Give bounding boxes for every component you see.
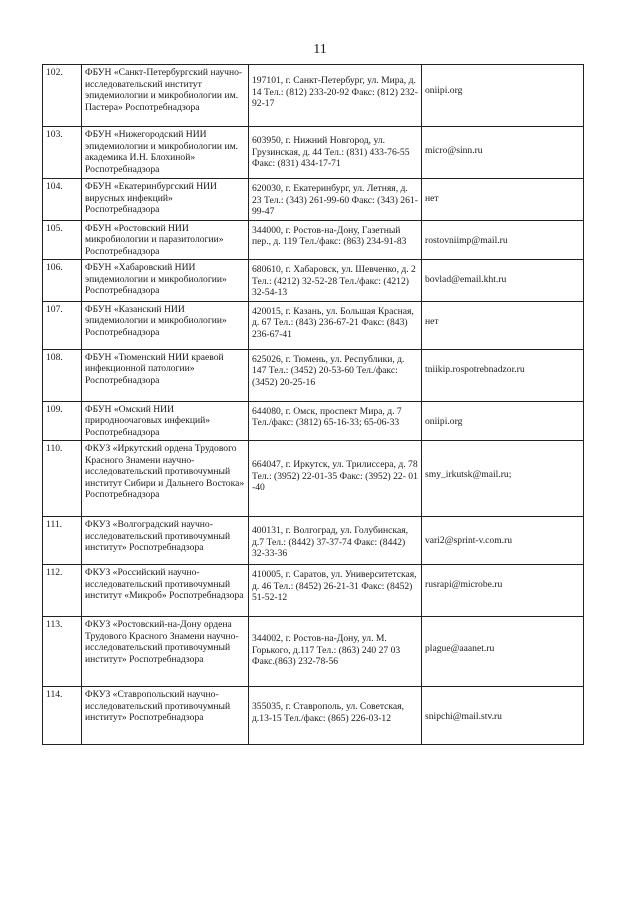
organization-address-cell — [249, 617, 422, 687]
row-number: 111. — [46, 519, 63, 530]
organization-name: ФКУЗ «Ставропольский научно-исследовательский противочумный институт» Роспотребнадзора — [85, 689, 231, 723]
organization-contact: smy_irkutsk@mail.ru; — [425, 469, 512, 480]
organization-contact-cell — [422, 441, 584, 517]
organization-name-cell — [82, 565, 249, 617]
row-number-cell — [43, 65, 82, 127]
organization-contact-cell — [422, 65, 584, 127]
organization-address-cell — [249, 441, 422, 517]
row-number-cell — [43, 179, 82, 221]
organization-address: 664047, г. Иркутск, ул. Трилиссера, д. 78 Тел.: (3952) 22-01-35 Факс: (3952) 22- 01 -40 — [252, 459, 418, 493]
organization-address: 355035, г. Ставрополь, ул. Советская, д.13-15 Тел./факс: (865) 226-03-12 — [252, 701, 404, 724]
organization-contact: snipchi@mail.stv.ru — [425, 711, 502, 722]
row-number-cell — [43, 401, 82, 441]
organization-name-cell — [82, 220, 249, 260]
row-number: 108. — [46, 351, 63, 363]
organization-address: 620030, г. Екатеринбург, ул. Летняя, д. 23 Тел.: (343) 261-99-60 Факс: (343) 261-99-47 — [252, 183, 418, 217]
organization-name: ФКУЗ «Иркутский ордена Трудового Красного Знамени научно-исследовательский противочумный институт Сибири и Дальнего Востока» Роспотребнадзора — [85, 443, 245, 500]
organization-address-cell — [249, 565, 422, 617]
table-row — [43, 127, 584, 179]
row-number: 105. — [46, 222, 63, 234]
table-row — [43, 617, 584, 687]
organization-name: ФКУЗ «Волгоградский научно-исследовательский противочумный институт» Роспотребнадзора — [85, 519, 231, 553]
row-number: 110. — [46, 443, 63, 454]
table-row — [43, 349, 584, 401]
organization-address: 400131, г. Волгоград, ул. Голубинская, д.7 Тел.: (8442) 37-37-74 Факс: (8442) 32-33-36 — [252, 525, 409, 559]
row-number-cell — [43, 260, 82, 302]
row-number: 114. — [46, 689, 63, 700]
row-number: 109. — [46, 403, 63, 415]
row-number-cell — [43, 349, 82, 401]
organization-name: ФБУН «Омский НИИ природноочаговых инфекций» Роспотребнадзора — [85, 403, 211, 438]
organization-contact-cell — [422, 617, 584, 687]
organization-contact-cell — [422, 565, 584, 617]
organization-contact: plague@aaanet.ru — [425, 643, 495, 654]
organization-address: 344002, г. Ростов-на-Дону, ул. М. Горького, д.117 Тел.: (863) 240 27 03 Факс.(863) 232-78-56 — [252, 633, 401, 667]
organization-address-cell — [249, 687, 422, 745]
organization-name: ФБУН «Тюменский НИИ краевой инфекционной патологии» Роспотребнадзора — [85, 351, 224, 386]
organization-name: ФКУЗ «Ростовский-на-Дону ордена Трудового Красного Знамени научно-исследовательский противочумный институт» Роспотребнадзора — [85, 619, 239, 665]
organization-address-cell — [249, 517, 422, 565]
organization-address-cell — [249, 179, 422, 221]
organization-address: 644080, г. Омск, проспект Мира, д. 7 Тел./факс: (3812) 65-16-33; 65-06-33 — [252, 405, 402, 428]
row-number-cell — [43, 687, 82, 745]
organization-contact: oniipi.org — [425, 415, 463, 427]
row-number: 102. — [46, 67, 63, 78]
organization-contact-cell — [422, 401, 584, 441]
organization-name-cell — [82, 349, 249, 401]
organization-contact: нет — [425, 193, 439, 204]
table-row — [43, 441, 584, 517]
organization-name: ФБУН «Нижегородский НИИ эпидемиологии и микробиологии им. академика И.Н. Блохиной» Роспотребнадзора — [85, 129, 239, 175]
organization-address-cell — [249, 349, 422, 401]
table-row — [43, 517, 584, 565]
organization-name: ФБУН «Санкт-Петербургский научно-исследовательский институт эпидемиологии и микробиологии им. Пастера» Роспотребнадзора — [85, 67, 243, 113]
organization-name-cell — [82, 401, 249, 441]
table-row — [43, 260, 584, 302]
organization-contact-cell — [422, 179, 584, 221]
organization-name-cell — [82, 687, 249, 745]
row-number-cell — [43, 441, 82, 517]
organization-address-cell — [249, 401, 422, 441]
organization-name-cell — [82, 517, 249, 565]
organization-address: 344000, г. Ростов-на-Дону, Газетный пер., д. 119 Тел./факс: (863) 234-91-83 — [252, 224, 407, 247]
organization-contact: rostovniimp@mail.ru — [425, 234, 508, 246]
organization-address: 420015, г. Казань, ул. Большая Красная, д. 67 Тел.: (843) 236-67-21 Факс: (843) 236-67-41 — [252, 305, 414, 340]
organization-contact-cell — [422, 687, 584, 745]
organization-address-cell — [249, 127, 422, 179]
organization-address-cell — [249, 65, 422, 127]
organization-name: ФБУН «Ростовский НИИ микробиологии и паразитологии» Роспотребнадзора — [85, 222, 224, 257]
table-row — [43, 687, 584, 745]
organization-contact: bovlad@email.kht.ru — [425, 274, 507, 285]
row-number-cell — [43, 127, 82, 179]
page-number: 11 — [313, 42, 327, 57]
organization-address-cell — [249, 220, 422, 260]
organization-name-cell — [82, 260, 249, 302]
row-number: 104. — [46, 181, 63, 192]
row-number-cell — [43, 517, 82, 565]
row-number: 113. — [46, 619, 63, 630]
row-number: 106. — [46, 262, 63, 273]
organization-name: ФБУН «Екатеринбургский НИИ вирусных инфекций» Роспотребнадзора — [85, 181, 217, 215]
organization-contact: vari2@sprint-v.com.ru — [425, 535, 513, 546]
institutes-table — [42, 64, 584, 745]
organization-name-cell — [82, 127, 249, 179]
organization-contact: micro@sinn.ru — [425, 145, 483, 156]
organization-contact: tniikip.rospotrebnadzor.ru — [425, 363, 525, 375]
organization-address: 410005, г. Саратов, ул. Университетская, д. 46 Тел.: (8452) 26-21-31 Факс: (8452) 51-52-12 — [252, 569, 417, 603]
organization-contact-cell — [422, 517, 584, 565]
organization-contact-cell — [422, 301, 584, 349]
organization-contact: нет — [425, 315, 439, 327]
organization-name-cell — [82, 441, 249, 517]
organization-name: ФБУН «Казанский НИИ эпидемиологии и микробиологии» Роспотребнадзора — [85, 303, 227, 338]
organization-name-cell — [82, 617, 249, 687]
organization-contact-cell — [422, 220, 584, 260]
organization-contact: oniipi.org — [425, 85, 463, 96]
organization-address: 603950, г. Нижний Новгород, ул. Грузинская, д. 44 Тел.: (831) 433-76-55 Факс: (831) 434-17-71 — [252, 135, 410, 169]
organization-name: ФКУЗ «Российский научно-исследовательский противочумный институт «Микроб» Роспотребнадзора — [85, 567, 244, 601]
table-row — [43, 220, 584, 260]
organization-address: 197101, г. Санкт-Петербург, ул. Мира, д. 14 Тел.: (812) 233-20-92 Факс: (812) 232-92-17 — [252, 75, 418, 109]
organization-contact-cell — [422, 127, 584, 179]
organization-address: 625026, г. Тюмень, ул. Республики, д. 147 Тел.: (3452) 20-53-60 Тел./факс: (3452) 20-25-16 — [252, 353, 405, 388]
organization-contact-cell — [422, 349, 584, 401]
table-row — [43, 65, 584, 127]
table-row — [43, 401, 584, 441]
row-number: 103. — [46, 129, 63, 140]
row-number: 112. — [46, 567, 63, 578]
table-row — [43, 179, 584, 221]
organization-contact: rusrapi@microbe.ru — [425, 579, 503, 590]
organization-address-cell — [249, 301, 422, 349]
row-number-cell — [43, 220, 82, 260]
row-number-cell — [43, 617, 82, 687]
row-number-cell — [43, 301, 82, 349]
table-row — [43, 565, 584, 617]
organization-address: 680610, г. Хабаровск, ул. Шевченко, д. 2 Тел.: (4212) 32-52-28 Тел./факс: (4212) 32-54-13 — [252, 264, 416, 298]
organization-name-cell — [82, 65, 249, 127]
organization-name-cell — [82, 179, 249, 221]
row-number-cell — [43, 565, 82, 617]
organization-name: ФБУН «Хабаровский НИИ эпидемиологии и микробиологии» Роспотребнадзора — [85, 262, 227, 296]
organization-name-cell — [82, 301, 249, 349]
organization-contact-cell — [422, 260, 584, 302]
table-row — [43, 301, 584, 349]
organization-address-cell — [249, 260, 422, 302]
row-number: 107. — [46, 303, 63, 315]
